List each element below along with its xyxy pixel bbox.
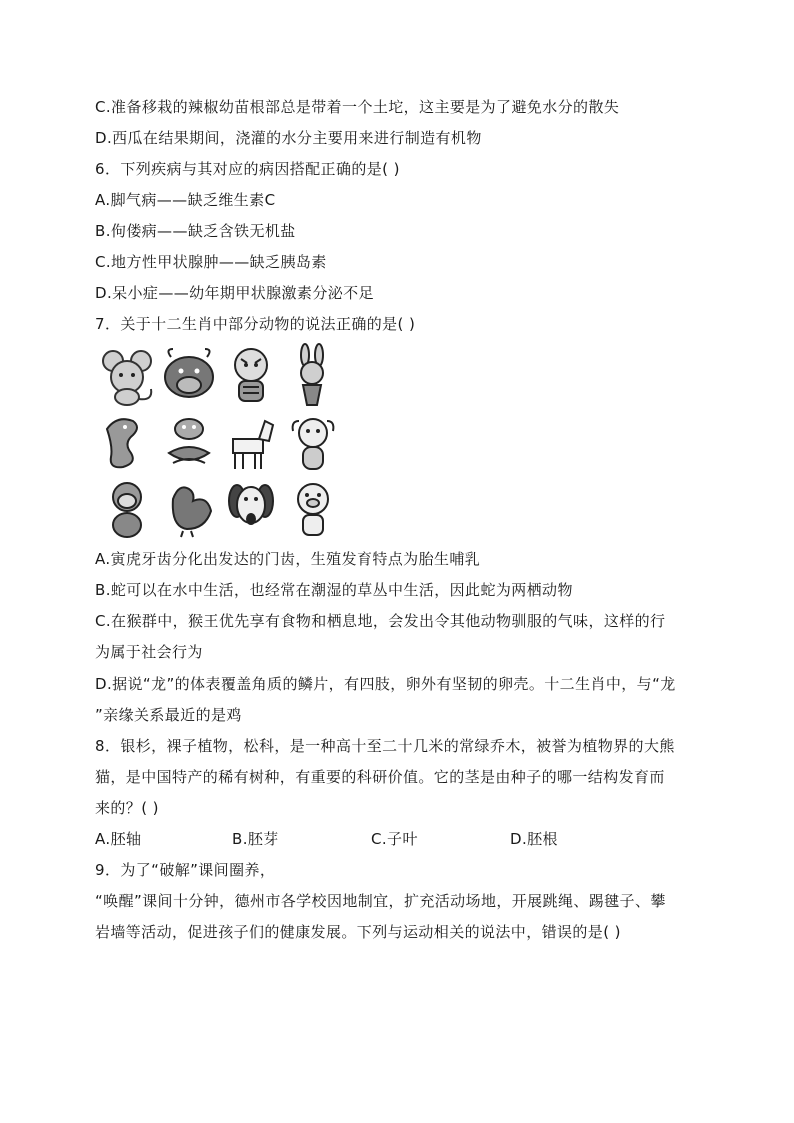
goat-icon bbox=[283, 409, 343, 473]
q5-option-c: C.准备移栽的辣椒幼苗根部总是带着一个土坨，这主要是为了避免水分的散失 bbox=[95, 98, 620, 116]
q8-option-b: B.胚芽 bbox=[232, 830, 279, 848]
q8-option-d: D.胚根 bbox=[510, 830, 558, 848]
q8-stem-cont1: 猫，是中国特产的稀有树种，有重要的科研价值。它的茎是由种子的哪一结构发育而 bbox=[95, 768, 665, 786]
q8-option-c: C.子叶 bbox=[371, 830, 418, 848]
q9-stem: 9．为了“破解”课间圈养， bbox=[95, 861, 276, 879]
rooster-icon bbox=[159, 475, 219, 539]
q6-option-c: C.地方性甲状腺肿——缺乏胰岛素 bbox=[95, 253, 327, 271]
dragon-icon bbox=[97, 409, 157, 473]
horse-icon bbox=[221, 409, 281, 473]
q7-stem: 7．关于十二生肖中部分动物的说法正确的是( ) bbox=[95, 315, 416, 333]
q7-option-b: B.蛇可以在水中生活，也经常在潮湿的草丛中生活，因此蛇为两栖动物 bbox=[95, 581, 573, 599]
q7-option-d-cont: ”亲缘关系最近的是鸡 bbox=[95, 706, 242, 724]
rat-icon bbox=[97, 343, 157, 407]
q9-stem-cont2: 岩墙等活动，促进孩子们的健康发展。下列与运动相关的说法中，错误的是( ) bbox=[95, 923, 621, 941]
q7-option-d: D.据说“龙”的体表覆盖角质的鳞片，有四肢，卵外有坚韧的卵壳。十二生肖中，与“龙 bbox=[95, 675, 676, 693]
monkey-icon bbox=[97, 475, 157, 539]
q6-option-a: A.脚气病——缺乏维生素C bbox=[95, 191, 276, 209]
q7-option-c-cont: 为属于社会行为 bbox=[95, 643, 203, 661]
q9-stem-cont1: “唤醒”课间十分钟，德州市各学校因地制宜，扩充活动场地，开展跳绳、踢毽子、攀 bbox=[95, 892, 666, 910]
q8-option-a: A.胚轴 bbox=[95, 830, 142, 848]
q6-stem: 6．下列疾病与其对应的病因搭配正确的是( ) bbox=[95, 160, 400, 178]
q8-stem: 8．银杉，裸子植物，松科，是一种高十至二十几米的常绿乔木，被誉为植物界的大熊 bbox=[95, 737, 675, 755]
q6-option-b: B.佝偻病——缺乏含铁无机盐 bbox=[95, 222, 296, 240]
pig-icon bbox=[283, 475, 343, 539]
q7-option-c: C.在猴群中，猴王优先享有食物和栖息地，会发出令其他动物驯服的气味，这样的行 bbox=[95, 612, 666, 630]
q5-option-d: D.西瓜在结果期间，浇灌的水分主要用来进行制造有机物 bbox=[95, 129, 482, 147]
q8-stem-cont2: 来的？( ) bbox=[95, 799, 159, 817]
tiger-icon bbox=[221, 343, 281, 407]
ox-icon bbox=[159, 343, 219, 407]
q6-option-d: D.呆小症——幼年期甲状腺激素分泌不足 bbox=[95, 284, 374, 302]
dog-icon bbox=[221, 475, 281, 539]
zodiac-image bbox=[97, 343, 337, 539]
rabbit-icon bbox=[283, 343, 343, 407]
snake-icon bbox=[159, 409, 219, 473]
q7-option-a: A.寅虎牙齿分化出发达的门齿，生殖发育特点为胎生哺乳 bbox=[95, 550, 481, 568]
